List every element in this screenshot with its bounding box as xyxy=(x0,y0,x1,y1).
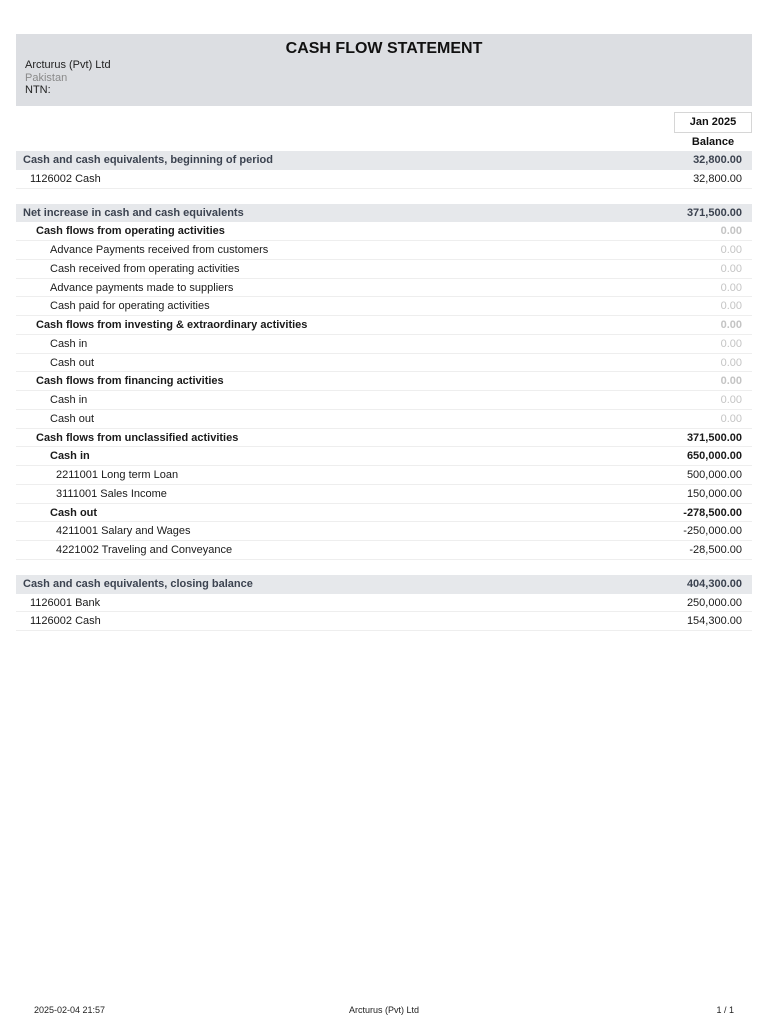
row-value: 371,500.00 xyxy=(686,206,742,219)
row-value: 0.00 xyxy=(720,356,742,369)
row-label: Cash and cash equivalents, beginning of period xyxy=(23,154,273,166)
table-row xyxy=(16,485,752,504)
table-row xyxy=(16,541,752,560)
row-label: Cash out xyxy=(50,412,95,425)
row-value: 150,000.00 xyxy=(686,487,742,500)
row-label: Cash in xyxy=(50,450,90,463)
row-value: 0.00 xyxy=(720,262,742,275)
net-increase-row xyxy=(16,204,752,223)
row-value: 0.00 xyxy=(720,375,742,388)
footer-company: Arcturus (Pvt) Ltd xyxy=(348,1005,420,1015)
cash-flow-table xyxy=(16,151,752,631)
unclassified-activities-row xyxy=(16,429,752,448)
row-value: 0.00 xyxy=(720,412,742,425)
row-label: Advance Payments received from customers xyxy=(50,244,269,256)
row-label: Cash in xyxy=(50,337,88,350)
row-value: -250,000.00 xyxy=(683,525,742,538)
cash-in-row xyxy=(16,447,752,466)
row-value: 0.00 xyxy=(720,337,742,350)
table-row xyxy=(16,241,752,260)
table-row xyxy=(16,354,752,373)
section-spacer xyxy=(16,560,752,575)
row-value: 32,800.00 xyxy=(693,154,742,166)
row-label: 1126001 Bank xyxy=(30,596,101,609)
row-label: 4211001 Salary and Wages xyxy=(56,525,191,538)
table-row xyxy=(16,391,752,410)
row-value: 404,300.00 xyxy=(686,577,742,590)
table-row xyxy=(16,279,752,298)
row-value: 650,000.00 xyxy=(686,450,742,463)
row-label: 3111001 Sales Income xyxy=(56,487,167,500)
section-spacer xyxy=(16,189,752,204)
row-value: 0.00 xyxy=(720,244,742,256)
row-label: Cash received from operating activities xyxy=(50,262,240,275)
footer-date: 2025-02-04 21:57 xyxy=(34,1005,106,1015)
table-row xyxy=(16,260,752,279)
table-row xyxy=(16,522,752,541)
row-label: Cash out xyxy=(50,506,98,519)
table-row xyxy=(16,335,752,354)
financing-activities-row xyxy=(16,372,752,391)
closing-balance-row xyxy=(16,575,752,594)
row-value: 500,000.00 xyxy=(686,469,742,481)
row-label: 1126002 Cash xyxy=(30,172,101,185)
table-row xyxy=(16,594,752,613)
row-value: 154,300.00 xyxy=(686,615,742,628)
operating-activities-row xyxy=(16,222,752,241)
footer-page-number: 1 / 1 xyxy=(716,1005,734,1015)
table-row xyxy=(16,410,752,429)
row-label: Cash out xyxy=(50,356,95,369)
company-ntn: NTN: xyxy=(25,84,51,96)
row-value: 32,800.00 xyxy=(693,172,742,185)
row-value: 250,000.00 xyxy=(686,596,742,609)
report-title: CASH FLOW STATEMENT xyxy=(285,40,483,57)
company-name: Arcturus (Pvt) Ltd xyxy=(25,59,111,71)
table-row xyxy=(16,297,752,316)
row-label: 2211001 Long term Loan xyxy=(56,469,179,481)
table-row xyxy=(16,612,752,631)
opening-balance-row xyxy=(16,151,752,170)
row-label: Cash flows from unclassified activities xyxy=(36,431,239,444)
row-label: 1126002 Cash xyxy=(30,615,101,628)
period-column-header: Jan 2025 xyxy=(674,112,752,133)
row-value: 0.00 xyxy=(720,319,742,331)
row-label: 4221002 Traveling and Conveyance xyxy=(56,544,233,556)
row-label: Net increase in cash and cash equivalents xyxy=(23,206,244,219)
table-row xyxy=(16,466,752,485)
report-header xyxy=(16,34,752,106)
cash-out-row xyxy=(16,504,752,523)
row-label: Cash paid for operating activities xyxy=(50,300,210,313)
table-row xyxy=(16,170,752,189)
row-value: -28,500.00 xyxy=(689,544,742,556)
row-label: Advance payments made to suppliers xyxy=(50,281,234,294)
row-label: Cash flows from operating activities xyxy=(36,225,225,238)
row-label: Cash and cash equivalents, closing balance xyxy=(23,577,253,590)
row-label: Cash in xyxy=(50,394,88,406)
balance-column-header: Balance xyxy=(691,136,735,148)
row-label: Cash flows from investing & extraordinary activities xyxy=(36,319,308,331)
row-value: 0.00 xyxy=(720,225,742,238)
row-label: Cash flows from financing activities xyxy=(36,375,224,388)
row-value: 0.00 xyxy=(720,281,742,294)
row-value: 371,500.00 xyxy=(686,431,742,444)
row-value: 0.00 xyxy=(720,300,742,313)
row-value: 0.00 xyxy=(720,394,742,406)
row-value: -278,500.00 xyxy=(683,506,742,519)
investing-activities-row xyxy=(16,316,752,335)
company-country: Pakistan xyxy=(25,72,68,84)
